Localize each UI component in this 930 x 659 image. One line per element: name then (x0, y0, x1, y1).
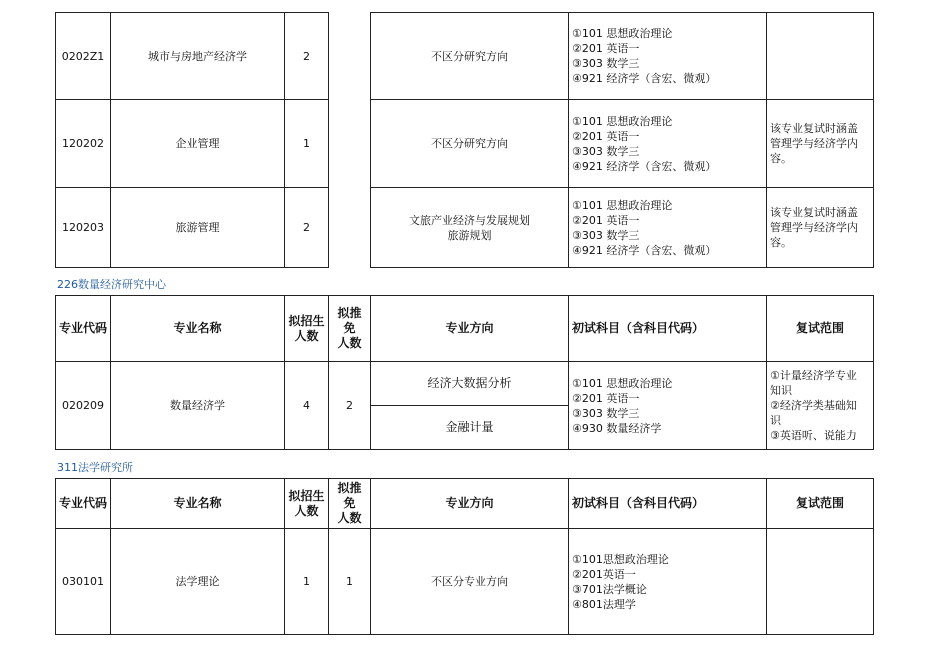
subject-line: ②201 英语一 (572, 391, 640, 405)
subject-line: ①101 思想政治理论 (572, 376, 673, 390)
direction (371, 100, 569, 188)
retest-scope (767, 100, 874, 188)
major-code: 120202 (56, 100, 111, 188)
header-direction: 专业方向 (371, 296, 569, 362)
retest-scope (767, 529, 874, 635)
retest-line: 该专业复试时涵盖 (770, 122, 858, 135)
table-continued (55, 12, 874, 268)
exempt-count: 2 (329, 362, 371, 450)
header-line: 人数 (294, 328, 319, 343)
subject-line: ②201英语一 (572, 567, 636, 581)
exam-subjects (569, 188, 767, 268)
header-retest: 复试范围 (767, 479, 874, 529)
plan-count: 1 (285, 100, 329, 188)
retest-line: 容。 (770, 152, 792, 165)
plan-count: 1 (285, 529, 329, 635)
header-code: 专业代码 (56, 296, 111, 362)
table-header-row (56, 296, 874, 362)
major-name: 法学理论 (111, 529, 285, 635)
plan-count: 2 (285, 13, 329, 100)
section-title: 226数量经济研究中心 (57, 278, 166, 291)
direction-line: 旅游规划 (447, 228, 492, 242)
table-row (56, 362, 874, 406)
subject-line: ④801法理学 (572, 597, 636, 611)
retest-line: 容。 (770, 236, 792, 249)
major-code: 030101 (56, 529, 111, 635)
subject-line: ②201 英语一 (572, 42, 640, 55)
subject-line: ④930 数量经济学 (572, 421, 662, 435)
header-line: 拟招生 (288, 488, 325, 503)
major-name: 旅游管理 (111, 188, 285, 268)
header-line: 拟招生 (288, 313, 325, 328)
retest-scope (767, 188, 874, 268)
subject-line: ③303 数学三 (572, 406, 640, 420)
major-name: 企业管理 (111, 100, 285, 188)
direction-line: 不区分研究方向 (431, 137, 508, 150)
subject-line: ④921 经济学（含宏、微观） (572, 159, 717, 173)
retest-scope (767, 362, 874, 450)
subject-line: ④921 经济学（含宏、微观） (572, 243, 717, 257)
header-line: 人数 (337, 511, 362, 525)
major-name: 数量经济学 (111, 362, 285, 450)
header-plan (285, 479, 329, 529)
header-code: 专业代码 (56, 479, 111, 529)
major-code: 020209 (56, 362, 111, 450)
major-name: 城市与房地产经济学 (111, 13, 285, 100)
table-quant-econ (55, 295, 874, 450)
subject-line: ①101 思想政治理论 (572, 114, 673, 128)
retest-line: 该专业复试时涵盖 (770, 206, 858, 219)
retest-line: 管理学与经济学内 (770, 137, 858, 150)
subject-line: ③701法学概论 (572, 582, 647, 596)
major-code: 120203 (56, 188, 111, 268)
header-plan (285, 296, 329, 362)
subject-line: ②201 英语一 (572, 129, 640, 143)
table-row (56, 13, 874, 100)
table-row (56, 529, 874, 635)
retest-line: ①计量经济学专业 (770, 369, 857, 382)
retest-line: ③英语听、说能力 (770, 429, 857, 442)
exam-subjects (569, 13, 767, 100)
header-subjects: 初试科目（含科目代码） (569, 296, 767, 362)
section-title: 311法学研究所 (57, 461, 133, 474)
subject-line: ③303 数学三 (572, 228, 640, 242)
subject-line: ①101 思想政治理论 (572, 198, 673, 212)
retest-line: ②经济学类基础知 (770, 399, 857, 412)
header-exempt (329, 479, 371, 529)
direction: 经济大数据分析 (371, 362, 569, 406)
header-subjects: 初试科目（含科目代码） (569, 479, 767, 529)
direction: 金融计量 (371, 406, 569, 450)
exam-subjects (569, 362, 767, 450)
table-row (56, 100, 874, 188)
direction-line: 文旅产业经济与发展规划 (409, 213, 530, 227)
subject-line: ②201 英语一 (572, 213, 640, 227)
direction: 不区分专业方向 (371, 529, 569, 635)
subject-line: ①101思想政治理论 (572, 552, 669, 566)
plan-count: 4 (285, 362, 329, 450)
header-name: 专业名称 (111, 296, 285, 362)
subject-line: ④921 经济学（含宏、微观） (572, 72, 717, 85)
header-direction: 专业方向 (371, 479, 569, 529)
exempt-count: 1 (329, 529, 371, 635)
table-header-row (56, 479, 874, 529)
header-line: 拟推免 (337, 306, 362, 335)
subject-line: ①101 思想政治理论 (572, 27, 673, 40)
subject-line: ③303 数学三 (572, 144, 640, 158)
header-exempt (329, 296, 371, 362)
subject-line: ③303 数学三 (572, 57, 640, 70)
header-retest: 复试范围 (767, 296, 874, 362)
retest-scope (767, 13, 874, 100)
header-name: 专业名称 (111, 479, 285, 529)
direction (371, 188, 569, 268)
direction-line: 不区分研究方向 (431, 49, 508, 63)
exam-subjects (569, 529, 767, 635)
header-line: 人数 (294, 503, 319, 518)
header-line: 拟推免 (337, 481, 362, 510)
direction (371, 13, 569, 100)
header-line: 人数 (337, 336, 362, 350)
exempt-count (329, 13, 371, 268)
exam-subjects (569, 100, 767, 188)
retest-line: 管理学与经济学内 (770, 221, 858, 234)
major-code: 0202Z1 (56, 13, 111, 100)
table-row (56, 188, 874, 268)
retest-line: 识 (770, 414, 781, 427)
retest-line: 知识 (770, 384, 792, 397)
table-law (55, 478, 874, 635)
plan-count: 2 (285, 188, 329, 268)
